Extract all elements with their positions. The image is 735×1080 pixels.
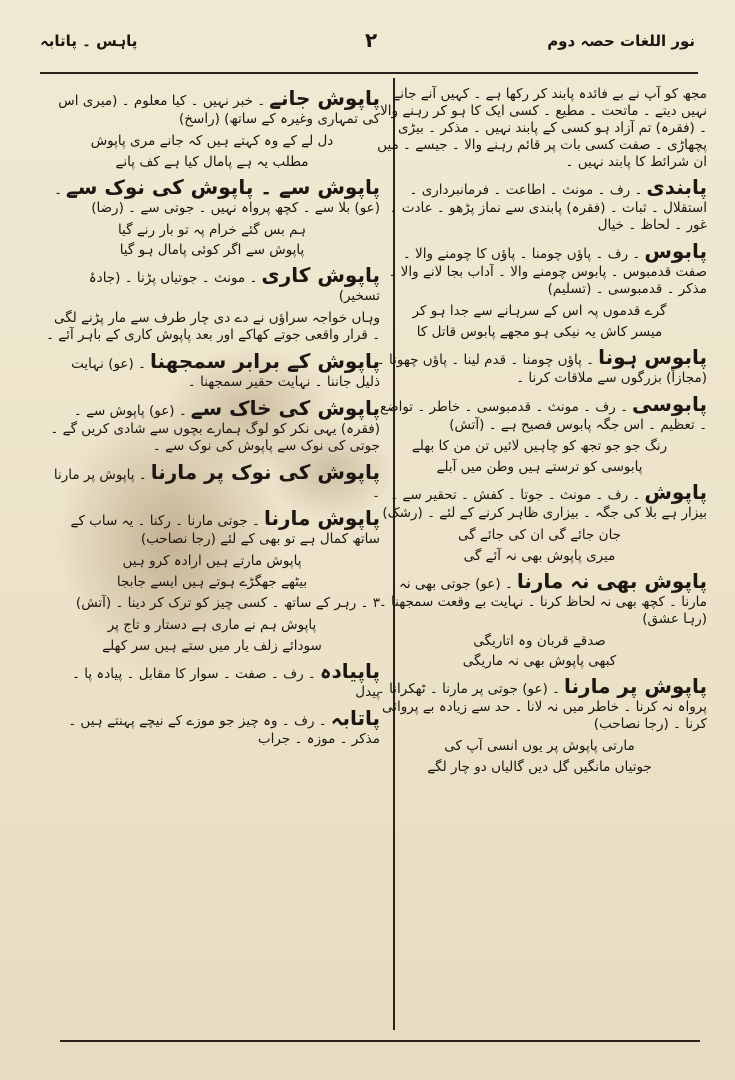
bottom-rule [60, 1040, 700, 1042]
entry-definition: ۔ (عو) بلا سے ۔ کچھ پرواہ نہیں ۔ جوتی سے ۔ (رضا) [54, 181, 380, 216]
entry-definition: ۔ رف ۔ مونث ۔ اطاعت ۔ فرمانبرداری ۔ استقلال ۔ ثبات ۔ (فقرہ) پابندی سے نماز پڑھو ۔ عادت ۔ غور ۔ لحاظ ۔ خیال [389, 182, 707, 234]
entry-headword: پاپوش مارنا [263, 506, 380, 531]
dictionary-entry [372, 480, 707, 522]
entry-headword: پاتابہ [330, 705, 380, 730]
paragraph-text: وہاں خواجہ سراؤں نے دے دی چار طرف سے مار پڑنے لگی ۔ قرار واقعی جوتے کھاکے اور بعد پاپوش کاری کے باہر آئے ۔ [46, 310, 380, 343]
verse-line: دل لے کے وہ کہتے ہیں کہ جانے مری پاپوش [90, 132, 334, 149]
entry-definition: ۔ (عو) پاپوش سے ۔ (فقرہ) یہی نکر کو لوگ ہمارے بچوں سے شادی کریں گے ۔ جوتی کی نوک سے پاپوش کی نوک سے ۔ [50, 402, 380, 454]
dictionary-entry [44, 263, 380, 305]
entry-headword: پاپوش سے ۔ پاپوش کی نوک سے [66, 174, 380, 199]
verse-line: میسر کاش یہ نیکی ہو مجھے پابوس قاتل کا [416, 323, 663, 340]
dictionary-entry [44, 396, 380, 455]
entry-definition: ۔ جوتی مارنا ۔ رکنا ۔ یہ ساب کے ساتھ کمال ہے تو بھی کے لئے (رجا نصاحب) [70, 513, 380, 548]
entry-headword: پابوس ہونا [598, 344, 707, 369]
entry-definition: ۔ پاؤں چومنا ۔ قدم لینا ۔ پاؤں چھونا ۔ (مجازاً) بزرگوں سے ملاقات کرنا ۔ [376, 351, 707, 386]
entry-headword: پاپوش کی نوک پر مارنا [150, 459, 380, 484]
verse-line: کبھی پاپوش بھی نہ ماریگی [462, 653, 617, 670]
page-header [40, 28, 695, 58]
entry-headword: پاپوش پر مارنا [564, 674, 707, 699]
verse-line: میری پاپوش بھی نہ آئے گی [463, 547, 616, 564]
paragraph-text: ۳ ۔ رہر کے ساتھ ۔ کسی چیز کو ترک کر دینا ۔ (آتش) [75, 595, 380, 611]
entry-headword: پاپوش بھی نہ مارنا [516, 568, 707, 593]
dictionary-entry [372, 239, 707, 298]
entry-headword: پابندی [646, 175, 707, 200]
entry-definition: ۔ (عو) نہایت ذلیل جاننا ۔ نہایت حقیر سمجھنا ۔ [71, 355, 380, 390]
entry-headword: پاپوش [644, 480, 707, 505]
verse-line: پابوسی کو ترستے ہیں وطن میں آبلے [436, 459, 643, 476]
entry-headword: پاپوش کی خاک سے [190, 395, 380, 420]
verse-line: گرے قدموں پہ اس کے سرہانے سے جدا ہو کر [412, 302, 667, 319]
entry-range: پاہس ۔ پاتابہ [40, 32, 138, 50]
entry-definition: ۔ رف ۔ پاؤں چومنا ۔ پاؤں کا چومنے والا ۔ صفت قدمبوس ۔ پابوس چومنے والا ۔ آداب بجا لانے والا ۔ مذکر ۔ قدمبوسی ۔ (تسلیم) [388, 246, 707, 297]
entry-definition: ۔ رف ۔ مونث ۔ جوتا ۔ کفش ۔ تحقیر سے ۔ بیزار ہے بلا کی جگہ ۔ بیزاری ظاہر کرنے کے لئے ۔ (رشک) [382, 487, 707, 522]
page-number: ۲ [365, 28, 378, 52]
top-rule [40, 72, 698, 74]
entry-definition: ۔ (عو) جوتی پر مارنا ۔ ٹھکرانا ۔ پرواہ نہ کرنا ۔ خاطر میں نہ لانا ۔ حد سے زیادہ بے پروائی کرنا ۔ (رجا نصاحب) [376, 681, 707, 733]
dictionary-entry [44, 506, 380, 548]
dictionary-entry [372, 392, 707, 434]
verse-line: پاپوش سے اگر کوئی پامال ہو گیا [119, 242, 305, 259]
dictionary-entry [372, 674, 707, 733]
verse-line: رنگ جو جو تجھ کو چاہیں لائیں تن من کا بھلے [411, 438, 668, 455]
entry-headword: پابوسی [632, 391, 707, 416]
verse-line: جان جائے گی ان کی جائے گی [457, 527, 622, 543]
dictionary-entry [372, 569, 707, 628]
dictionary-entry [44, 86, 380, 128]
right-column [372, 86, 707, 780]
dictionary-entry [372, 345, 707, 387]
left-column [44, 86, 380, 752]
entry-definition: ۔ رف ۔ مونث ۔ قدمبوسی ۔ خاطر ۔ تواضع ۔ تعظیم ۔ اس جگہ پابوس فصیح ہے ۔ (آتش) [379, 398, 707, 433]
dictionary-entry [372, 175, 707, 234]
verse-line: صدقے قربان وہ اتاریگی [473, 632, 606, 649]
paragraph-text: مجھ کو آپ نے بے فائدہ پابند کر رکھا ہے ۔ کہیں آنے جانے نہیں دیتے ۔ ماتحت ۔ مطیع ۔ کسی ایک کا ہو کر رہنے والا ۔ (فقرہ) تم آزاد ہو کسی کے پابند نہیں ۔ مذکر ۔ بیڑی پچھاڑی ۔ صفت کسی بات پر قائم رہنے والا ۔ جیسے ۔ میں ان شرائط کا پابند نہیں ۔ [377, 86, 707, 170]
entry-headword: پاپیادہ [319, 658, 380, 683]
entry-definition: ۔ پاپوش پر مارنا ۔ [53, 466, 380, 501]
verse-line: بیٹھے جھگڑے ہوتے ہیں ایسے جابجا [116, 574, 308, 591]
verse-line: مارتی پاپوش پر یوں انسی آپ کی [444, 738, 635, 754]
entry-definition: ۔ مونث ۔ جوتیاں پڑنا ۔ (جادۂ تسخیر) [88, 270, 380, 305]
dictionary-entry [44, 175, 380, 217]
entry-headword: پاپوش جانے [269, 86, 380, 110]
dictionary-entry [44, 706, 380, 748]
book-title: نور اللغات حصہ دوم [547, 32, 695, 50]
entry-definition: ۔ رف ۔ وہ چیز جو موزے کے نیچے پہنتے ہیں ۔ مذکر ۔ موزہ ۔ جراب [68, 712, 380, 747]
entry-definition: ۔ (عو) جوتی بھی نہ مارنا ۔ کچھ بھی نہ لحاظ کرنا ۔ نہایت بے وقعت سمجھنا ۔ (رہا عشق) [378, 575, 707, 627]
entry-headword: پابوس [644, 239, 707, 264]
dictionary-entry [44, 349, 380, 391]
verse-line: جوتیاں مانگیں گل دیں گالیاں دو چار لگے [427, 758, 652, 775]
dictionary-entry [44, 460, 380, 502]
verse-line: سودائے زلف یار میں ستے ہیں سر کھلے [102, 637, 322, 654]
entry-headword: پاپوش کے برابر سمجھنا [149, 348, 380, 373]
verse-line: پاپوش ہم نے ماری ہے دستار و تاج پر [107, 616, 317, 633]
verse-line: ہم بس گئے خرام پہ تو بار رنے گیا [117, 221, 307, 238]
entry-headword: پاپوش کاری [261, 263, 380, 288]
verse-line: پاپوش مارتے ہیں ارادہ کرو ہیں [122, 553, 302, 570]
dictionary-entry [44, 659, 380, 701]
entry-definition: ۔ خبر نہیں ۔ کیا معلوم ۔ (میری اس کی تمہاری وغیرہ کے ساتھ) (راسخ) [58, 93, 380, 127]
entry-definition: ۔ رف ۔ صفت ۔ سوار کا مقابل ۔ پیادہ پا ۔ پیدل [72, 665, 380, 700]
verse-line: مطلب یہ ہے پامال کیا ہے کف پانے [115, 153, 309, 170]
